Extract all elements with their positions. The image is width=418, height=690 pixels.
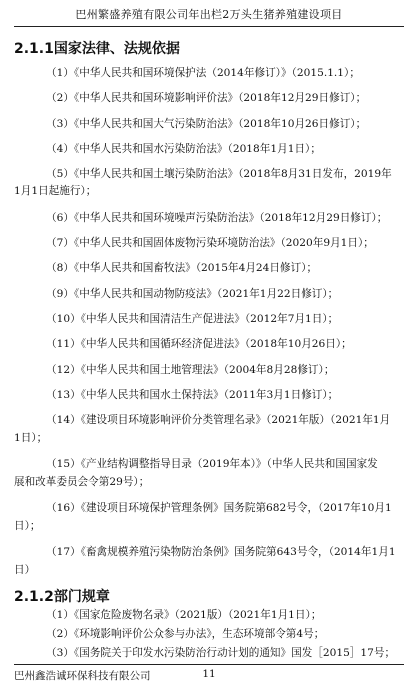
law-item-14-cont: 1日）； [14,432,48,444]
law-item-15: （15）《产业结构调整指导目录（2019年本）》（中华人民共和国国家发 [46,458,378,470]
law-item-3: （3）《中华人民共和国大气污染防治法》（2018年10月26日修订）； [46,118,367,130]
law-item-11: （11）《中华人民共和国循环经济促进法》（2018年10月26日）； [46,338,352,350]
law-item-5: （5）《中华人民共和国土壤污染防治法》（2018年8月31日发布，2019年 [46,168,392,180]
law-item-2: （2）《中华人民共和国环境影响评价法》（2018年12月29日修订）； [46,92,367,104]
law-item-8: （8）《中华人民共和国畜牧法》（2015年4月24日修订）； [46,262,318,274]
law-item-7: （7）《中华人民共和国固体废物污染环境防治法》（2020年9月1日）； [46,237,374,249]
law-item-4: （4）《中华人民共和国水污染防治法》（2018年1月1日）； [46,143,321,155]
law-item-10: （10）《中华人民共和国清洁生产促进法》（2012年7月1日）； [46,313,339,325]
rule-item-1: （1）《国家危险废物名录》（2021版）（2021年1月1日）； [46,609,322,621]
law-item-16-cont: 日）； [14,520,41,532]
section-heading-national-laws: 2.1.1国家法律、法规依据 [14,41,180,57]
page-number: 11 [202,668,216,680]
law-item-17: （17）《畜禽规模养殖污染物防治条例》国务院第643号令，（2014年1月1 [46,546,396,558]
law-item-14: （14）《建设项目环境影响评价分类管理名录》（2021年版）（2021年1月 [46,414,391,426]
law-item-16: （16）《建设项目环境保护管理条例》国务院第682号令，（2017年10月1 [46,502,392,514]
footer-rule [14,664,404,665]
law-item-5-cont: 1月1日起施行）； [14,185,97,197]
rule-item-3: （3）《国务院关于印发水污染防治行动计划的通知》国发［2015］17号； [46,647,396,659]
rule-item-2: （2）《环境影响评价公众参与办法》，生态环境部令第4号； [46,628,325,640]
law-item-13: （13）《中华人民共和国水土保持法》（2011年3月1日修订）； [46,389,339,401]
law-item-15-cont: 展和改革委员会令第29号）； [14,476,150,488]
page-header: 巴州繁盛养殖有限公司年出栏2万头生猪养殖建设项目 [14,6,404,27]
footer-company: 巴州鑫浩诚环保科技有限公司 [14,670,151,682]
header-rule [14,26,404,27]
law-item-12: （12）《中华人民共和国土地管理法》（2004年8月28修订）； [46,364,335,376]
section-heading-department-rules: 2.1.2部门规章 [14,589,110,605]
law-item-9: （9）《中华人民共和国动物防疫法》（2021年1月22日修订）； [46,288,339,300]
law-item-6: （6）《中华人民共和国环境噪声污染防治法》（2018年12月29日修订）； [46,212,388,224]
law-item-17-cont: 日） [14,564,36,576]
law-item-1: （1）《中华人民共和国环境保护法（2014年修订）》（2015.1.1）； [46,67,360,79]
